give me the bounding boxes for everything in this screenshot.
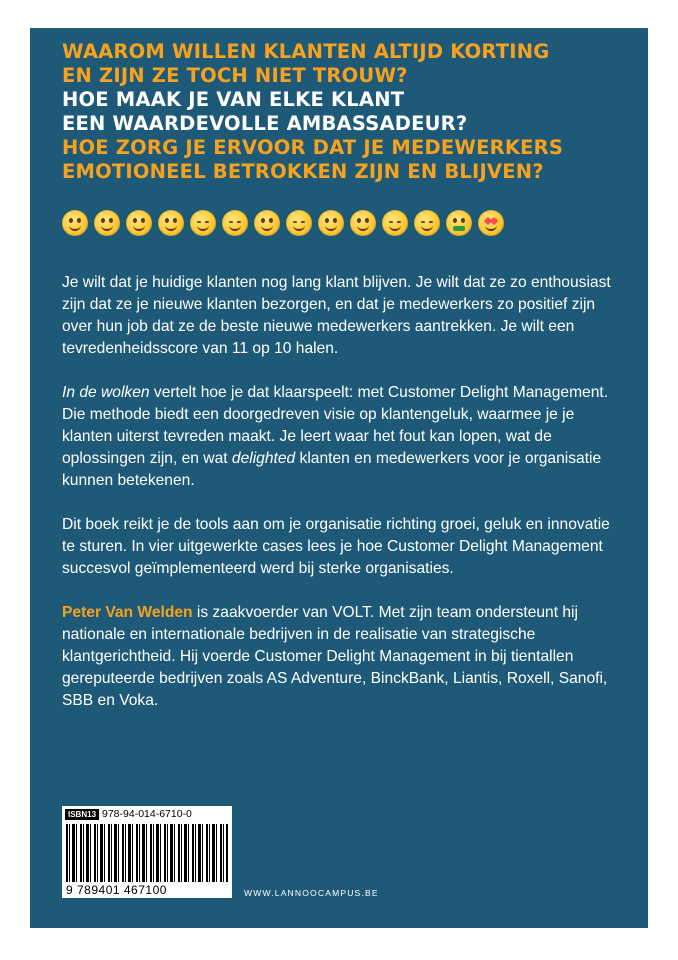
- hugging-face-icon: [286, 210, 312, 236]
- blurb: [62, 272, 622, 734]
- book-title: In de wolken: [62, 384, 150, 401]
- headline-line-5: HOE ZORG JE ERVOOR DAT JE MEDEWERKERS: [62, 136, 564, 159]
- smiling-face-icon: [222, 210, 248, 236]
- headline-line-2: EN ZIJN ZE TOCH NIET TROUW?: [62, 64, 408, 87]
- savoring-food-face-icon: [254, 210, 280, 236]
- author-bio: [62, 602, 622, 712]
- author-bio-text: is zaakvoerder van VOLT. Met zijn team ondersteunt hij nationale en internationale bedrijven in de realisatie van strategische klantgerichtheid. Hij voerde Customer Delight Management in bij tientallen gereputeerde bedrijven zoals AS Adventure, BinckBank, Liantis, Roxell, Sanofi, SBB en Voka.: [62, 604, 608, 709]
- star-struck-face-icon: [478, 210, 504, 236]
- blurb-paragraph-2-part-a: vertelt hoe je dat klaarspeelt: met Customer Delight Management. Die methode biedt een doorgedreven visie op klantengeluk, waarmee je je klanten uiterst tevreden maakt. Je leert waar het fout kan lopen, wat de oplossingen zijn, en wat: [62, 384, 609, 467]
- isbn-barcode: [62, 806, 232, 898]
- emoji-row: [62, 210, 504, 236]
- grinning-face-icon: [62, 210, 88, 236]
- money-mouth-face-icon: [446, 210, 472, 236]
- blurb-paragraph-1: Je wilt dat je huidige klanten nog lang klant blijven. Je wilt dat ze zo enthousiast zijn dat ze je nieuwe klanten bezorgen, en dat je medewerkers zo positief zijn over hun job dat ze de beste nieuwe medewerkers aantrekken. Je wilt een tevredenheidsscore van 11 op 10 halen.: [62, 274, 611, 357]
- barcode-bars: [66, 824, 228, 882]
- grinning-smiling-eyes-icon: [158, 210, 184, 236]
- relieved-face-icon: [382, 210, 408, 236]
- headline: [62, 40, 582, 184]
- smirking-face-icon: [190, 210, 216, 236]
- upside-down-face-icon: [350, 210, 376, 236]
- blurb-paragraph-2: [62, 382, 622, 492]
- headline-line-6: EMOTIONEEL BETROKKEN ZIJN EN BLIJVEN?: [62, 160, 544, 183]
- beaming-face-icon: [94, 210, 120, 236]
- grinning-big-eyes-icon: [126, 210, 152, 236]
- delighted-word: delighted: [231, 450, 296, 467]
- author-name: Peter Van Welden: [62, 604, 193, 621]
- headline-line-3: HOE MAAK JE VAN ELKE KLANT: [62, 88, 405, 111]
- isbn-label: ISBN13: [65, 809, 99, 820]
- blurb-paragraph-2-part-b: klanten en medewerkers voor je organisatie kunnen betekenen.: [62, 450, 602, 489]
- blurb-paragraph-3: Dit boek reikt je de tools aan om je organisatie richting groei, geluk en innovatie te sturen. In vier uitgewerkte cases lees je hoe Customer Delight Management succesvol geïmplementeerd werd bij sterke organisaties.: [62, 516, 610, 577]
- headline-line-4: EEN WAARDEVOLLE AMBASSADEUR?: [62, 112, 468, 135]
- isbn-number: 978-94-014-6710-0: [102, 808, 192, 820]
- slightly-smiling-face-icon: [318, 210, 344, 236]
- publisher-url: WWW.LANNOOCAMPUS.BE: [244, 888, 379, 898]
- smirking-face-icon: [414, 210, 440, 236]
- headline-line-1: WAAROM WILLEN KLANTEN ALTIJD KORTING: [62, 40, 550, 63]
- barcode-digits: 9 789401 467100: [66, 883, 167, 897]
